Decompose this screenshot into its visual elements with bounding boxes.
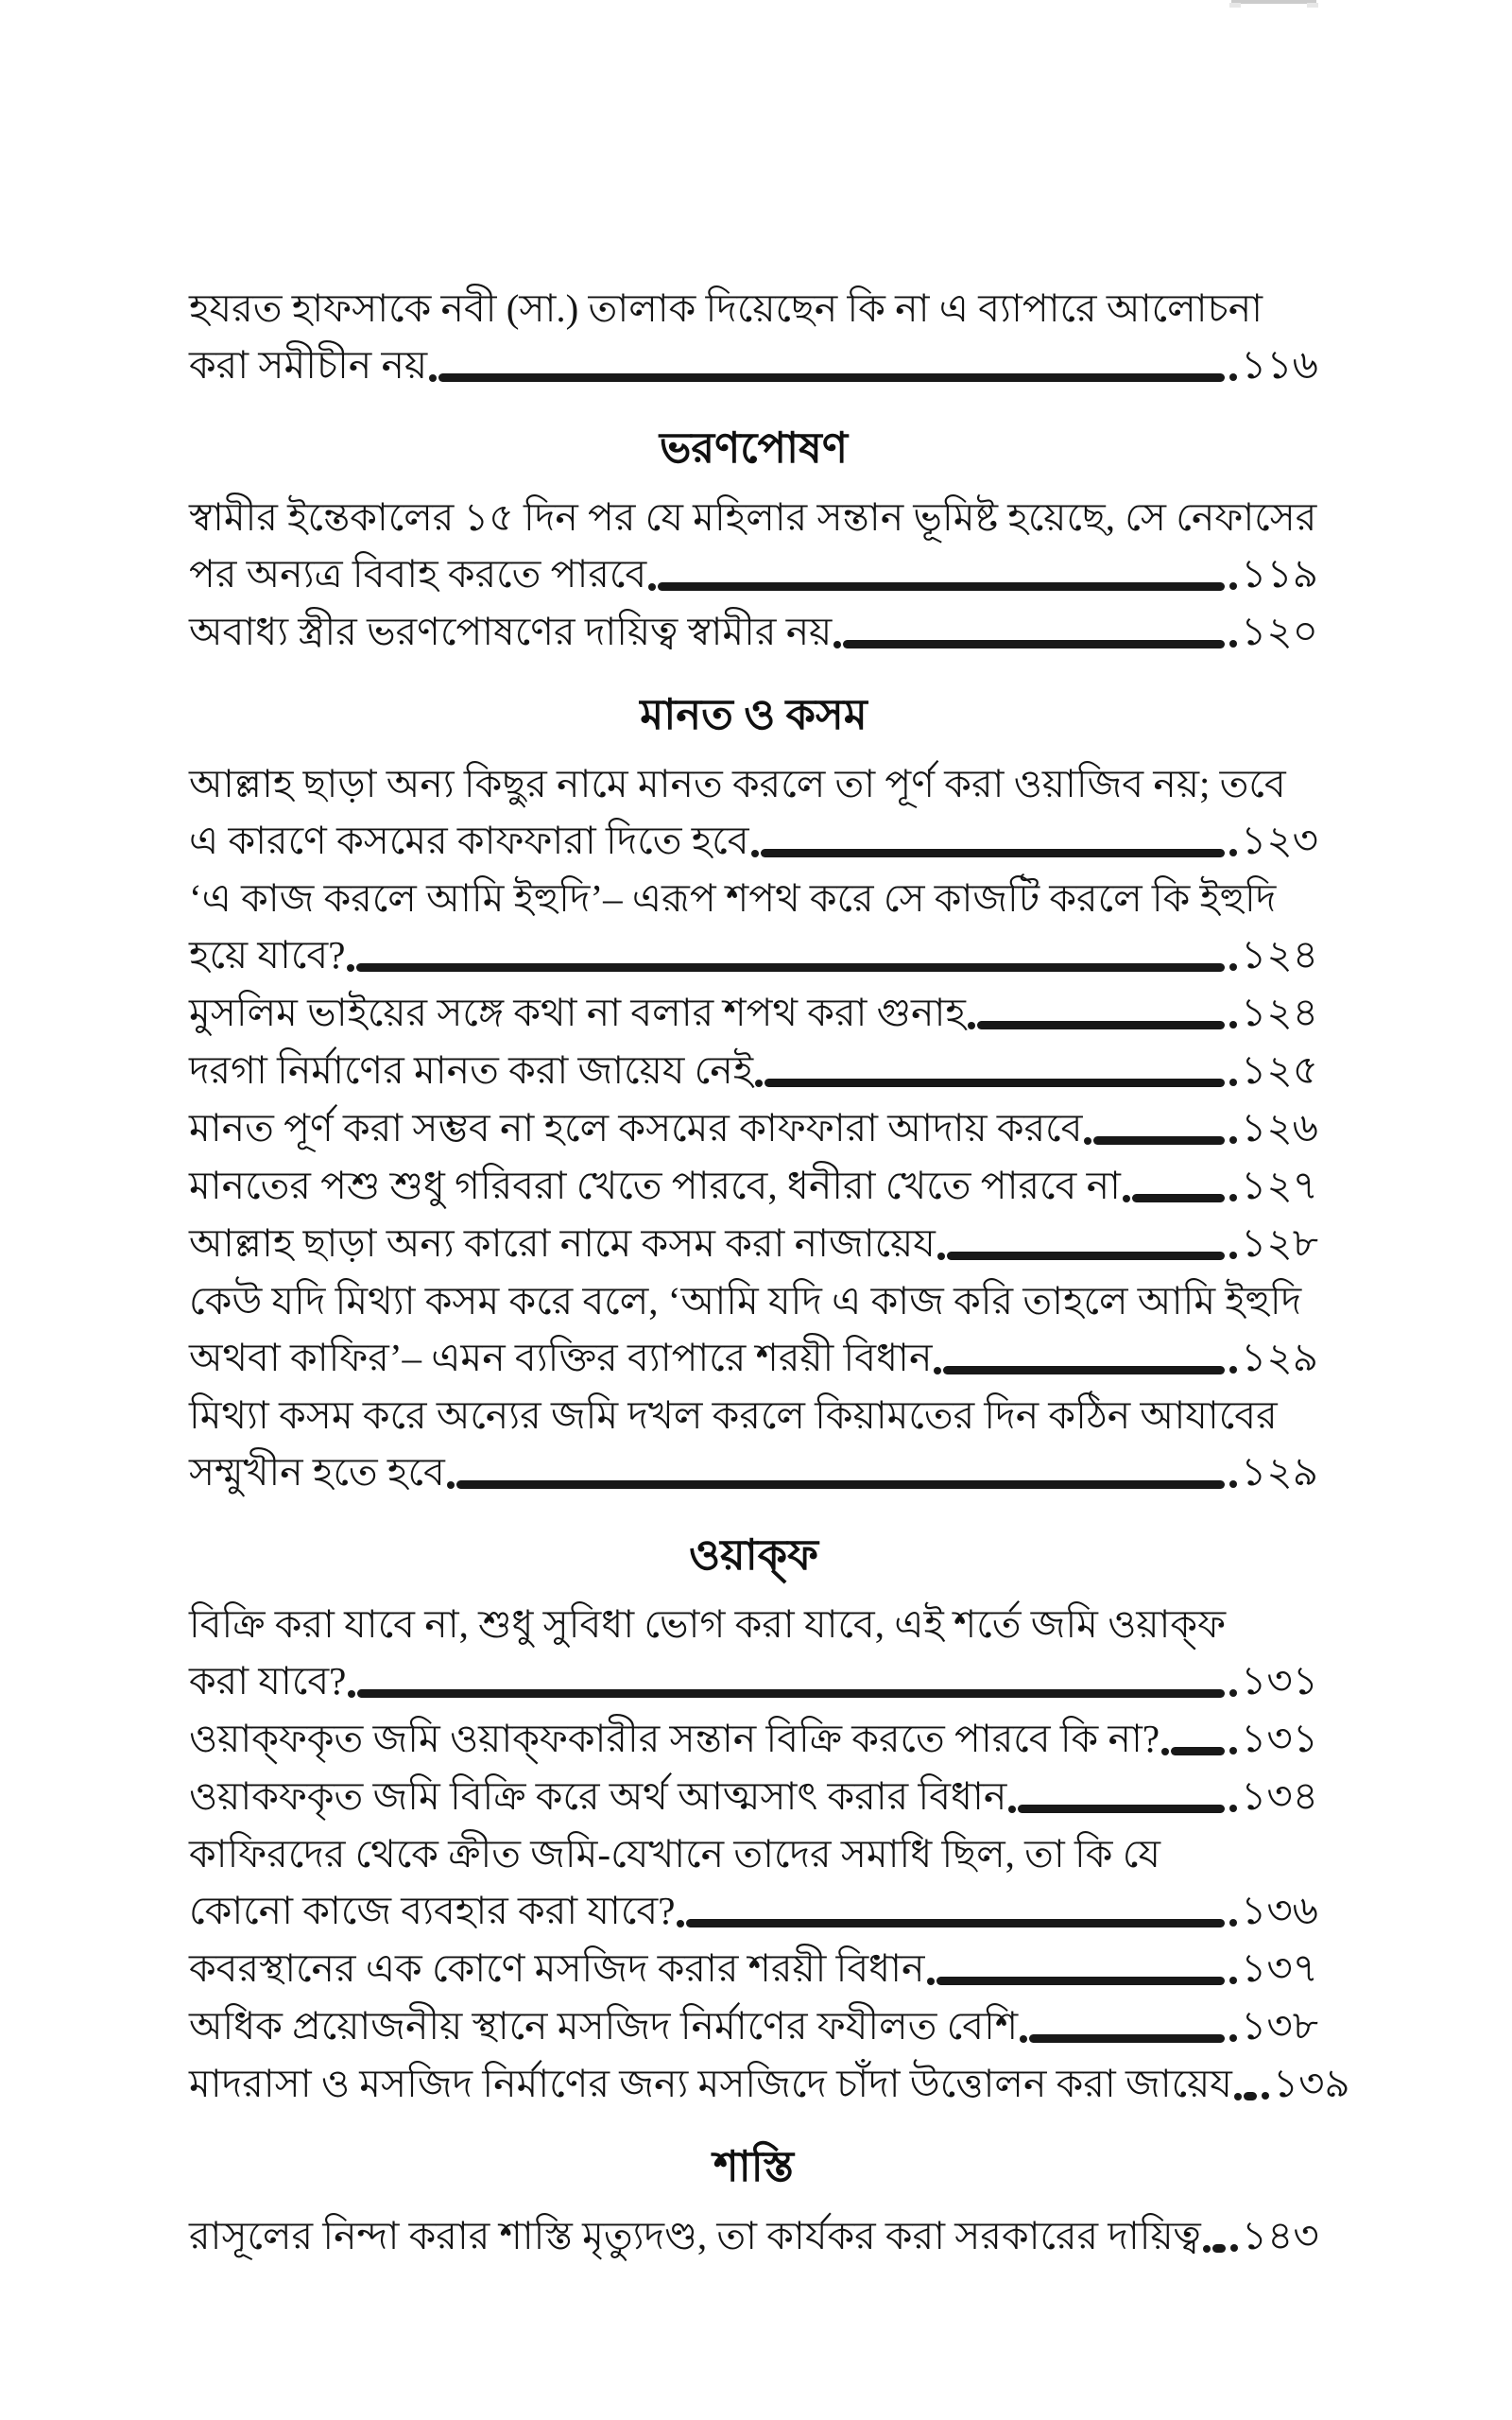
page-number: ১১৯ (1228, 546, 1318, 603)
toc-entry-text: ওয়াক্ফকৃত জমি ওয়াক্ফকারীর সন্তান বিক্রি করতে পারবে কি না? (189, 1717, 1160, 1760)
leader-line (936, 1215, 1228, 1272)
leader-line (1019, 1997, 1228, 2055)
leader-line (428, 337, 1228, 394)
toc-entry-text: এ কারণে কসমের কাফফারা দিতে হবে (189, 819, 749, 862)
leader-line (647, 545, 1228, 603)
toc-entry-text: কবরস্থানের এক কোণে মসজিদ করার শরয়ী বিধান (189, 1946, 925, 1990)
page-number: ১৩৬ (1228, 1883, 1318, 1940)
page-number: ১৩৮ (1228, 1998, 1318, 2055)
page-number: ১১৬ (1228, 337, 1318, 394)
leader-line (1202, 2207, 1228, 2265)
toc-entry (189, 2207, 1318, 2265)
toc-entry-text: করা যাবে? (189, 1659, 347, 1703)
page-number: ১২৫ (1228, 1043, 1318, 1099)
toc-entry-line: বিক্রি করা যাবে না, শুধু সুবিধা ভোগ করা যাবে, এই শর্তে জমি ওয়াক্ফ (189, 1602, 1227, 1646)
toc-entry (189, 1768, 1318, 1825)
toc-entry-line: কেউ যদি মিথ্যা কসম করে বলে, ‘আমি যদি এ কাজ করি তাহলে আমি ইহুদি (189, 1279, 1302, 1322)
toc-entry (189, 1652, 1318, 1710)
toc-entry-line: হযরত হাফসাকে নবী (সা.) তালাক দিয়েছেন কি না এ ব্যাপারে আলোচনা (189, 286, 1263, 330)
toc-entry (189, 1882, 1318, 1940)
leader-line (446, 1443, 1228, 1501)
toc-entry-text: পর অন্যত্র বিবাহ করতে পারবে (189, 552, 647, 596)
toc-entry-text: করা সমীচীন নয় (189, 343, 428, 387)
toc-entry-line: ‘এ কাজ করলে আমি ইহুদি’– এরূপ শপথ করে সে কাজটি করলে কি ইহুদি (189, 876, 1277, 920)
leader-line (1233, 2055, 1260, 2113)
page-number: ১৩১ (1228, 1653, 1318, 1710)
toc-entry-text: অবাধ্য স্ত্রীর ভরণপোষণের দায়িত্ব স্বামীর নয় (189, 610, 833, 653)
page-number: ১২৪ (1228, 985, 1318, 1042)
leader-line (1083, 1099, 1228, 1157)
toc-entry-line: স্বামীর ইন্তেকালের ১৫ দিন পর যে মহিলার সন্তান ভূমিষ্ট হয়েছে, সে নেফাসের (189, 495, 1317, 539)
toc-entry-text: হয়ে যাবে? (189, 933, 346, 977)
toc-entry-line: মিথ্যা কসম করে অন্যের জমি দখল করলে কিয়ামতের দিন কঠিন আযাবের (189, 1393, 1278, 1437)
leader-line (347, 1652, 1228, 1710)
page-number: ১৩১ (1228, 1711, 1318, 1768)
page-number: ১২৯ (1228, 1444, 1318, 1501)
toc-entry-text: মুসলিম ভাইয়ের সঙ্গে কথা না বলার শপথ করা গুনাহ (189, 991, 966, 1034)
page-number: ১৩৭ (1228, 1941, 1318, 1997)
toc-entry-text: দরগা নির্মাণের মানত করা জায়েয নেই (189, 1048, 754, 1092)
page-number: ১৩৯ (1261, 2056, 1350, 2113)
toc-entry (189, 1099, 1318, 1157)
leader-line (754, 1042, 1228, 1099)
section-heading: মানত ও কসম (640, 691, 868, 738)
toc-entry (189, 1042, 1318, 1099)
toc-entry-text: অধিক প্রয়োজনীয় স্থানে মসজিদ নির্মাণের ফযীলত বেশি (189, 2004, 1019, 2048)
page-number: ১২০ (1228, 604, 1318, 661)
toc-entry-text: সম্মুখীন হতে হবে (189, 1450, 445, 1494)
leader-line (967, 984, 1228, 1042)
page-number: ১২৮ (1228, 1216, 1318, 1272)
toc-entry-text: ওয়াকফকৃত জমি বিক্রি করে অর্থ আত্মসাৎ করার বিধান (189, 1774, 1007, 1818)
toc-entry (189, 1443, 1318, 1501)
page-number: ১৩৪ (1228, 1769, 1318, 1825)
toc-entry-text: মানতের পশু শুধু গরিবরা খেতে পারবে, ধনীরা খেতে পারবে না (189, 1164, 1121, 1207)
toc-entry-text: মাদরাসা ও মসজিদ নির্মাণের জন্য মসজিদে চাঁদা উত্তোলন করা জায়েয (189, 2062, 1232, 2105)
leader-line (926, 1940, 1228, 1997)
toc-entry (189, 337, 1318, 394)
page-number: ১২৯ (1228, 1330, 1318, 1387)
toc-entry (189, 1940, 1318, 1997)
toc-entry-text: রাসূলের নিন্দা করার শাস্তি মৃত্যুদণ্ড, তা কার্যকর করা সরকারের দায়িত্ব (189, 2214, 1201, 2257)
toc-entry-line: কাফিরদের থেকে ক্রীত জমি-যেখানে তাদের সমাধি ছিল, তা কি যে (189, 1832, 1160, 1876)
page-number: ১২৭ (1228, 1158, 1318, 1215)
section-heading: ওয়াক্ফ (688, 1531, 819, 1579)
toc-entry-text: মানত পূর্ণ করা সম্ভব না হলে কসমের কাফফারা আদায় করবে (189, 1106, 1083, 1150)
page-number: ১২৩ (1228, 813, 1318, 870)
toc-entry (189, 1710, 1318, 1768)
toc-entry (189, 2055, 1350, 2113)
toc-entry (189, 984, 1318, 1042)
toc-entry (189, 545, 1318, 603)
section-heading: শাস্তি (713, 2143, 794, 2190)
leader-line (1122, 1157, 1228, 1215)
toc-entry-text: কোনো কাজে ব্যবহার করা যাবে? (189, 1889, 676, 1932)
toc-entry-text: আল্লাহ ছাড়া অন্য কারো নামে কসম করা নাজায়েয (189, 1221, 936, 1265)
page-number: ১৪৩ (1229, 2208, 1319, 2265)
toc-entry (189, 1329, 1318, 1387)
toc-entry-line: আল্লাহ ছাড়া অন্য কিছুর নামে মানত করলে তা পূর্ণ করা ওয়াজিব নয়; তবে (189, 762, 1286, 805)
leader-line (676, 1882, 1228, 1940)
toc-entry (189, 812, 1318, 870)
leader-line (833, 603, 1228, 661)
leader-line (1007, 1768, 1228, 1825)
toc-entry-text: অথবা কাফির’– এমন ব্যক্তির ব্যাপারে শরয়ী বিধান (189, 1336, 933, 1379)
toc-entry (189, 1997, 1318, 2055)
leader-line (750, 812, 1228, 870)
leader-line (933, 1329, 1228, 1387)
toc-entry (189, 1215, 1318, 1272)
leader-line (346, 926, 1228, 984)
toc-entry (189, 1157, 1318, 1215)
section-heading: ভরণপোষণ (659, 424, 849, 472)
toc-entry (189, 926, 1318, 984)
leader-line (1160, 1710, 1228, 1768)
page-number: ১২৬ (1228, 1100, 1318, 1157)
page-number: ১২৪ (1228, 927, 1318, 984)
toc-entry (189, 603, 1318, 661)
